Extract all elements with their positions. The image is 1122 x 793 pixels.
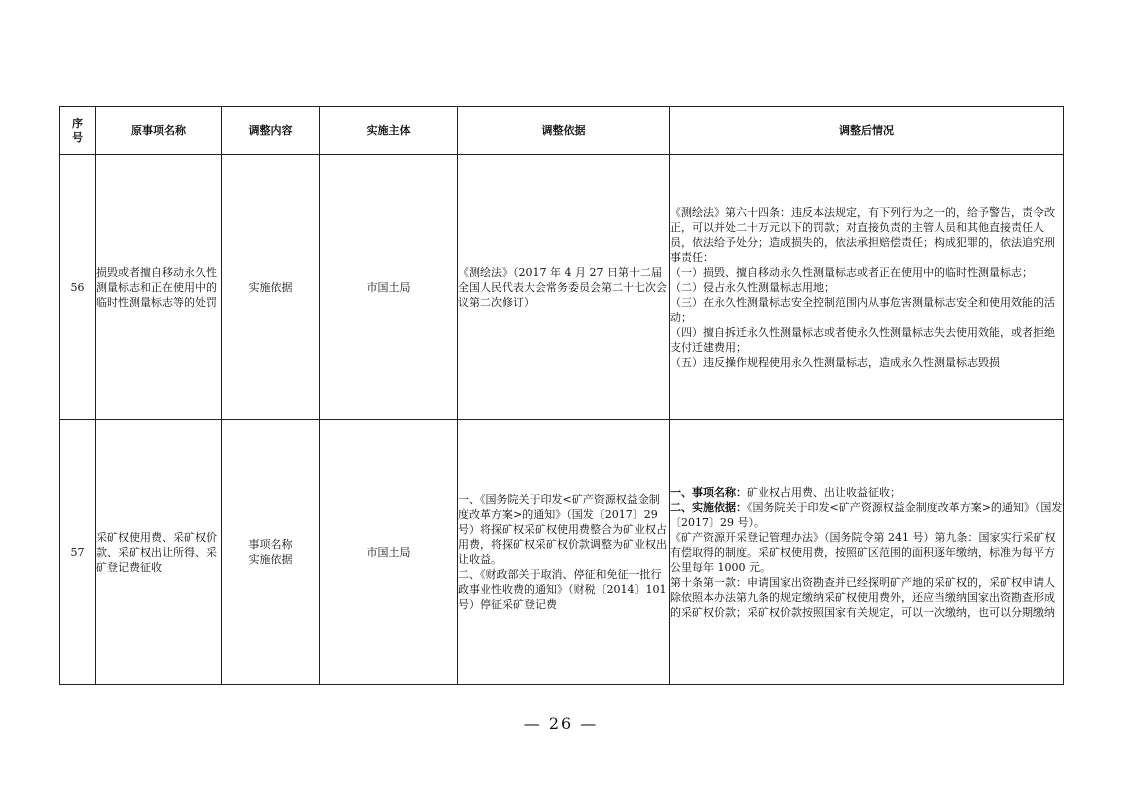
after-paragraph: 《测绘法》第六十四条：违反本法规定，有下列行为之一的，给予警告，责令改正，可以并处二十万元以下的罚款；对直接负责的主管人员和其他直接责任人员，依法给予处分；造成损失的，依法承担赔偿责任；构成犯罪的，依法追究刑事责任： xyxy=(670,205,1055,264)
row-adjust-content: 实施依据 xyxy=(222,155,320,420)
row-basis xyxy=(458,420,670,685)
row-implementer: 市国土局 xyxy=(320,420,458,685)
header-seq: 序号 xyxy=(60,107,96,155)
adjustment-table xyxy=(59,106,1064,685)
after-paragraph: （三）在永久性测量标志安全控制范围内从事危害测量标志安全和使用效能的活动； xyxy=(670,295,1055,324)
after-item-2-text: 《国务院关于印发<矿产资源权益金制度改革方案>的通知》（国发〔2017〕29 号）。 xyxy=(670,500,1063,529)
after-paragraph: （四）擅自拆迁永久性测量标志或者使永久性测量标志失去使用效能，或者拒绝支付迁建费用； xyxy=(670,325,1055,354)
table-row xyxy=(60,420,1064,685)
after-item-1-text: 矿业权占用费、出让收益征收； xyxy=(747,485,901,499)
row-seq: 56 xyxy=(60,155,96,420)
row-after xyxy=(670,420,1064,685)
row-implementer: 市国土局 xyxy=(320,155,458,420)
after-paragraph: （五）违反操作规程使用永久性测量标志，造成永久性测量标志毁损 xyxy=(670,355,1000,369)
after-item-1 xyxy=(670,485,1063,500)
after-paragraph: （一）损毁、擅自移动永久性测量标志或者正在使用中的临时性测量标志； xyxy=(670,265,1033,279)
basis-paragraph: 一、《国务院关于印发<矿产资源权益金制度改革方案>的通知》（国发〔2017〕29 号）将探矿权采矿权使用费整合为矿业权占用费，将探矿权采矿权价款调整为矿业权出让收益。 xyxy=(458,493,667,566)
row-original-name: 采矿权使用费、采矿权价款、采矿权出让所得、采矿登记费征收 xyxy=(96,420,222,685)
after-item-2 xyxy=(670,500,1063,530)
after-paragraph: 第十条第一款：申请国家出资勘查并已经探明矿产地的采矿权的，采矿权申请人除依照本办法第九条的规定缴纳采矿权使用费外，还应当缴纳国家出资勘查形成的采矿权价款；采矿权价款按照国家有关规定，可以一次缴纳，也可以分期缴纳 xyxy=(670,575,1055,619)
basis-paragraph: 二、《财政部关于取消、停征和免征一批行政事业性收费的通知》（财税〔2014〕101 号）停征采矿登记费 xyxy=(458,568,667,611)
after-item-2-label: 二、实施依据： xyxy=(670,500,747,514)
row-after xyxy=(670,155,1064,420)
after-item-1-label: 一、事项名称： xyxy=(670,485,747,499)
after-paragraph: 《矿产资源开采登记管理办法》（国务院令第 241 号）第九条：国家实行采矿权有偿取得的制度。采矿权使用费，按照矿区范围的面积逐年缴纳，标准为每平方公里每年 1000 元。 xyxy=(670,530,1056,574)
header-original-name: 原事项名称 xyxy=(96,107,222,155)
table-header-row xyxy=(60,107,1064,155)
row-basis: 《测绘法》（2017 年 4 月 27 日第十二届全国人民代表大会常务委员会第二十七次会议第二次修订） xyxy=(458,155,670,420)
row-adjust-content: 事项名称 实施依据 xyxy=(222,420,320,685)
page-number: — 26 — xyxy=(523,714,599,733)
header-adjust-content: 调整内容 xyxy=(222,107,320,155)
header-implementer: 实施主体 xyxy=(320,107,458,155)
header-basis: 调整依据 xyxy=(458,107,670,155)
row-original-name: 损毁或者擅自移动永久性测量标志和正在使用中的临时性测量标志等的处罚 xyxy=(96,155,222,420)
after-paragraph: （二）侵占永久性测量标志用地； xyxy=(670,280,835,294)
table-row xyxy=(60,155,1064,420)
header-after: 调整后情况 xyxy=(670,107,1064,155)
row-seq: 57 xyxy=(60,420,96,685)
